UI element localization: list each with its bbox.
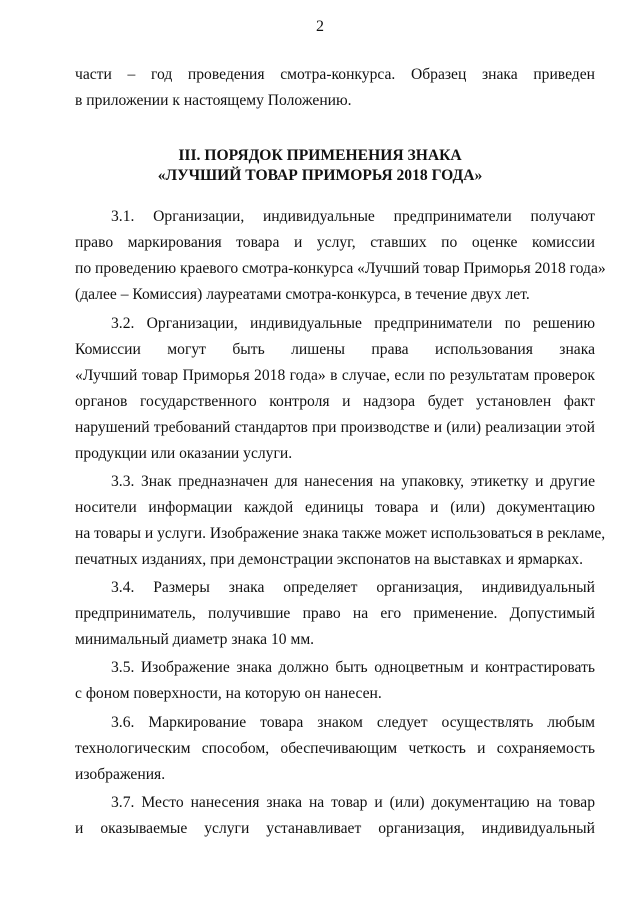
intro-line-1: части – год проведения смотра-конкурса. Образец знака приведен [75, 66, 595, 83]
paragraph-3-2-line: 3.2. Организации, индивидуальные предприниматели по решению [111, 315, 595, 332]
page-number: 2 [316, 18, 324, 35]
paragraph-3-6-line: 3.6. Маркирование товара знаком следует осуществлять любым [111, 714, 595, 731]
paragraph-3-3-line: носители информации каждой единицы товара и (или) документацию [75, 499, 595, 516]
paragraph-3-3-line: на товары и услуги. Изображение знака также может использоваться в рекламе, [75, 525, 606, 542]
paragraph-3-7-line: 3.7. Место нанесения знака на товар и (или) документацию на товар [111, 794, 595, 811]
intro-line-2: в приложении к настоящему Положению. [75, 92, 352, 109]
paragraph-3-1-line: (далее – Комиссия) лауреатами смотра-конкурса, в течение двух лет. [75, 286, 530, 303]
paragraph-3-6-line: технологическим способом, обеспечивающим четкость и сохраняемость [75, 740, 595, 757]
paragraph-3-6-line: изображения. [75, 766, 166, 783]
paragraph-3-2-line: органов государственного контроля и надзора будет установлен факт [75, 393, 595, 410]
paragraph-3-1-line: по проведению краевого смотра-конкурса «Лучший товар Приморья 2018 года» [75, 260, 606, 277]
section-heading-line-1: III. ПОРЯДОК ПРИМЕНЕНИЯ ЗНАКА [178, 147, 462, 164]
paragraph-3-4-line: предприниматель, получившие право на его применение. Допустимый [75, 605, 595, 622]
paragraph-3-4-line: 3.4. Размеры знака определяет организация, индивидуальный [111, 579, 595, 596]
paragraph-3-2-line: «Лучший товар Приморья 2018 года» в случае, если по результатам проверок [75, 367, 595, 384]
paragraph-3-7-line: и оказываемые услуги устанавливает организация, индивидуальный [75, 820, 595, 837]
paragraph-3-2-line: Комиссии могут быть лишены права использования знака [75, 341, 595, 358]
section-heading-line-2: «ЛУЧШИЙ ТОВАР ПРИМОРЬЯ 2018 ГОДА» [157, 167, 483, 184]
paragraph-3-1-line: 3.1. Организации, индивидуальные предприниматели получают [111, 208, 595, 225]
paragraph-3-4-line: минимальный диаметр знака 10 мм. [75, 631, 315, 648]
paragraph-3-3-line: 3.3. Знак предназначен для нанесения на упаковку, этикетку и другие [111, 473, 595, 490]
paragraph-3-3-line: печатных изданиях, при демонстрации экспонатов на выставках и ярмарках. [75, 551, 583, 568]
paragraph-3-2-line: продукции или оказании услуги. [75, 445, 293, 462]
paragraph-3-2-line: нарушений требований стандартов при производстве и (или) реализации этой [75, 419, 595, 436]
paragraph-3-1-line: право маркирования товара и услуг, ставших по оценке комиссии [75, 234, 595, 251]
paragraph-3-5-line: с фоном поверхности, на которую он нанесен. [75, 685, 382, 702]
paragraph-3-5-line: 3.5. Изображение знака должно быть одноцветным и контрастировать [111, 659, 595, 676]
